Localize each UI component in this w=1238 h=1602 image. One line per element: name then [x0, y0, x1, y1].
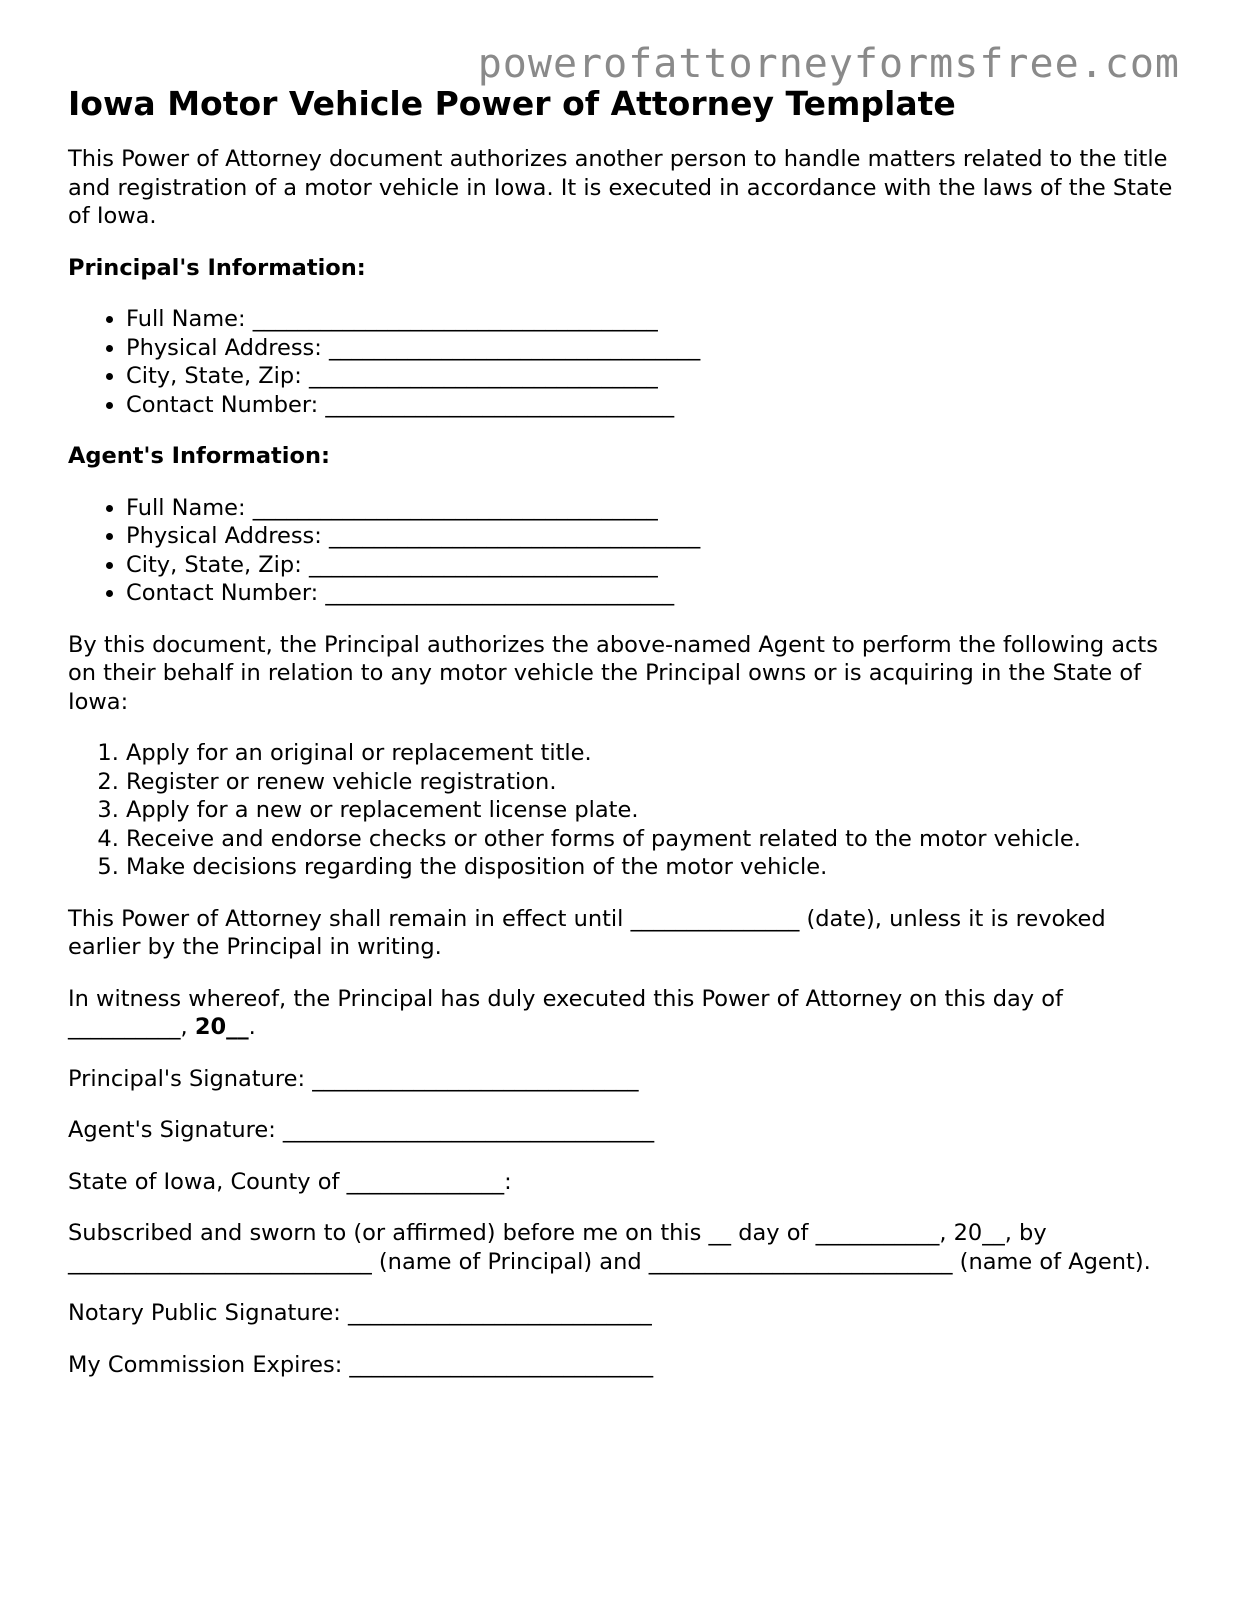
principal-full-name-field[interactable]: • Full Name: ____________________________________ — [126, 305, 1178, 334]
act-item: 2. Register or renew vehicle registration. — [126, 768, 1178, 797]
authorized-acts-list — [68, 739, 1178, 882]
witness-paragraph[interactable] — [68, 985, 1178, 1042]
principal-signature-line[interactable]: Principal's Signature: _____________________________ — [68, 1065, 639, 1092]
agent-info-list — [68, 494, 1178, 608]
agent-info-heading: Agent's Information: — [68, 443, 330, 469]
witness-end: . — [248, 1014, 256, 1040]
principal-info-list — [68, 305, 1178, 419]
principal-info-heading: Principal's Information: — [68, 254, 366, 281]
principal-address-field[interactable]: • Physical Address: _________________________________ — [126, 334, 1178, 363]
agent-contact-number-field[interactable]: • Contact Number: _______________________________ — [126, 579, 1178, 608]
agent-full-name-field[interactable]: • Full Name: ____________________________________ — [126, 494, 1178, 523]
site-watermark: powerofattorneyformsfree.com — [477, 41, 1180, 87]
principal-city-state-zip-field[interactable]: • City, State, Zip: _______________________________ — [126, 362, 1178, 391]
principal-contact-number-field[interactable]: • Contact Number: _______________________________ — [126, 391, 1178, 420]
county-line[interactable]: State of Iowa, County of ______________: — [68, 1168, 512, 1195]
act-item: 1. Apply for an original or replacement title. — [126, 739, 1178, 768]
act-item: 3. Apply for a new or replacement license plate. — [126, 796, 1178, 825]
document-title: Iowa Motor Vehicle Power of Attorney Template — [68, 84, 956, 123]
subscribed-paragraph[interactable]: Subscribed and sworn to (or affirmed) before me on this __ day of ___________, 20__, by ___________________________ (name of Principal) and ___________________________ (name of Agent). — [68, 1220, 1151, 1275]
act-item: 5. Make decisions regarding the disposition of the motor vehicle. — [126, 853, 1178, 882]
commission-expires-line[interactable]: My Commission Expires: ___________________________ — [68, 1351, 654, 1378]
authorization-paragraph: By this document, the Principal authorizes the above-named Agent to perform the following acts on their behalf in relation to any motor vehicle the Principal owns or is acquiring in the State of Iowa: — [68, 631, 1158, 715]
document-body — [68, 84, 1178, 1402]
witness-year: 20__ — [194, 1014, 249, 1040]
agent-city-state-zip-field[interactable]: • City, State, Zip: _______________________________ — [126, 551, 1178, 580]
agent-signature-line[interactable]: Agent's Signature: _________________________________ — [68, 1117, 655, 1143]
intro-paragraph: This Power of Attorney document authorizes another person to handle matters related to the title and registration of a motor vehicle in Iowa. It is executed in accordance with the laws of the State of Iowa. — [68, 146, 1173, 229]
notary-signature-line[interactable]: Notary Public Signature: ___________________________ — [68, 1300, 652, 1326]
effect-paragraph[interactable]: This Power of Attorney shall remain in effect until _______________ (date), unless it is revoked earlier by the Principal in writing. — [68, 905, 1106, 960]
agent-address-field[interactable]: • Physical Address: _________________________________ — [126, 522, 1178, 551]
act-item: 4. Receive and endorse checks or other forms of payment related to the motor vehicle. — [126, 825, 1178, 854]
witness-text: In witness whereof, the Principal has duly executed this Power of Attorney on this day of __________, — [68, 985, 1063, 1040]
